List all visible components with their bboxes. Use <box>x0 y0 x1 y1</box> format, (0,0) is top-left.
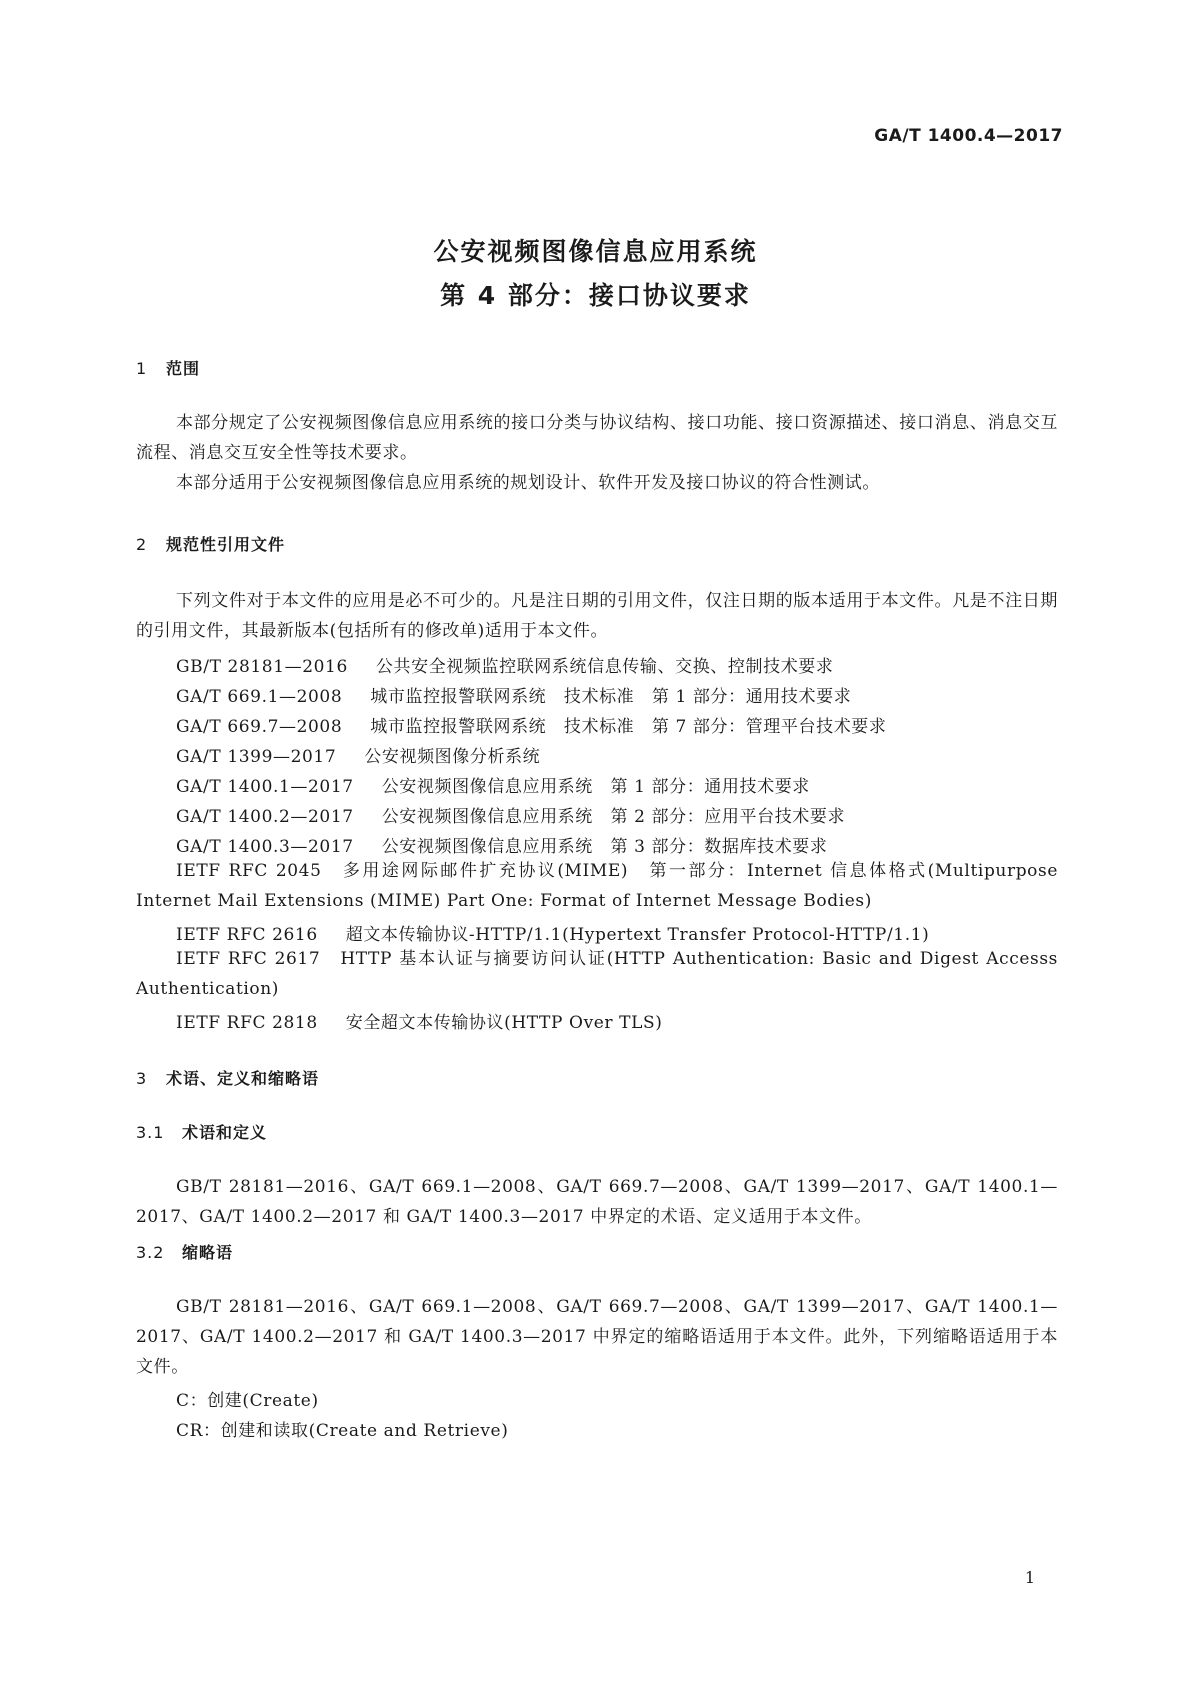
reference-title: 公安视频图像分析系统 <box>364 747 541 767</box>
reference-code: IETF RFC 2616 <box>176 925 318 945</box>
reference-title: 城市监控报警联网系统 技术标准 第 1 部分：通用技术要求 <box>370 687 852 707</box>
subsection-title: 术语和定义 <box>182 1123 268 1142</box>
scope-paragraph-2: 本部分适用于公安视频图像信息应用系统的规划设计、软件开发及接口协议的符合性测试。 <box>176 473 880 493</box>
reference-title: 公安视频图像信息应用系统 第 1 部分：通用技术要求 <box>381 777 810 797</box>
terms-definitions-paragraph: GB/T 28181—2016、GA/T 669.1—2008、GA/T 669.7—2008、GA/T 1399—2017、GA/T 1400.1—2017、GA/T 1400.2—2017 和 GA/T 1400.3—2017 中界定的术语、定义适用于本文件。 <box>136 1177 1058 1227</box>
abbreviation-item-c: C：创建(Create) <box>176 1391 319 1411</box>
subsection-title: 缩略语 <box>182 1243 234 1262</box>
reference-code: GA/T 1399—2017 <box>176 747 337 767</box>
reference-item <box>176 652 834 677</box>
section-title: 规范性引用文件 <box>166 535 286 554</box>
reference-code: GA/T 1400.2—2017 <box>176 807 354 827</box>
reference-item-rfc2045: IETF RFC 2045 多用途网际邮件扩充协议(MIME) 第一部分：Internet 信息体格式(Multipurpose Internet Mail Extensions (MIME) Part One: Format of Internet Message Bodies) <box>136 861 1058 911</box>
section-3-1-heading <box>136 1120 267 1143</box>
section-number: 2 <box>136 535 148 554</box>
section-number: 1 <box>136 359 148 378</box>
section-1-heading <box>136 356 200 379</box>
document-title-line2: 第 4 部分：接口协议要求 <box>440 281 751 310</box>
reference-title: 安全超文本传输协议(HTTP Over TLS) <box>345 1013 663 1033</box>
section-number: 3 <box>136 1069 148 1088</box>
reference-title: 城市监控报警联网系统 技术标准 第 7 部分：管理平台技术要求 <box>370 717 887 737</box>
reference-item <box>176 832 828 857</box>
subsection-number: 3.1 <box>136 1123 165 1142</box>
reference-code: GA/T 669.7—2008 <box>176 717 343 737</box>
reference-title: 公安视频图像信息应用系统 第 3 部分：数据库技术要求 <box>381 837 828 857</box>
reference-item <box>176 682 851 707</box>
reference-code: GA/T 1400.3—2017 <box>176 837 354 857</box>
reference-code: IETF RFC 2818 <box>176 1013 318 1033</box>
abbreviation-item-cr: CR：创建和读取(Create and Retrieve) <box>176 1421 509 1441</box>
reference-title: 公安视频图像信息应用系统 第 2 部分：应用平台技术要求 <box>381 807 846 827</box>
section-title: 术语、定义和缩略语 <box>166 1069 320 1088</box>
reference-item <box>176 742 540 767</box>
reference-code: GA/T 1400.1—2017 <box>176 777 354 797</box>
reference-item <box>176 802 845 827</box>
section-2-heading <box>136 532 285 555</box>
subsection-number: 3.2 <box>136 1243 165 1262</box>
page-number: 1 <box>1024 1568 1035 1587</box>
section-3-heading <box>136 1066 319 1089</box>
reference-item <box>176 712 887 737</box>
document-title-line1: 公安视频图像信息应用系统 <box>433 237 758 266</box>
reference-item <box>176 772 810 797</box>
reference-code: GA/T 669.1—2008 <box>176 687 343 707</box>
document-number: GA/T 1400.4—2017 <box>874 126 1063 146</box>
reference-title: 公共安全视频监控联网系统信息传输、交换、控制技术要求 <box>375 657 834 677</box>
reference-item-rfc2617: IETF RFC 2617 HTTP 基本认证与摘要访问认证(HTTP Authentication: Basic and Digest Accesss Authentication) <box>136 949 1058 999</box>
reference-item <box>176 920 929 945</box>
abbreviations-paragraph: GB/T 28181—2016、GA/T 669.1—2008、GA/T 669.7—2008、GA/T 1399—2017、GA/T 1400.1—2017、GA/T 1400.2—2017 和 GA/T 1400.3—2017 中界定的缩略语适用于本文件。此外，下列缩略语适用于本文件。 <box>136 1297 1058 1377</box>
section-title: 范围 <box>166 359 201 378</box>
scope-paragraph-1: 本部分规定了公安视频图像信息应用系统的接口分类与协议结构、接口功能、接口资源描述、接口消息、消息交互流程、消息交互安全性等技术要求。 <box>136 413 1058 463</box>
reference-code: GB/T 28181—2016 <box>176 657 348 677</box>
normative-intro-paragraph: 下列文件对于本文件的应用是必不可少的。凡是注日期的引用文件，仅注日期的版本适用于本文件。凡是不注日期的引用文件，其最新版本(包括所有的修改单)适用于本文件。 <box>136 591 1058 641</box>
section-3-2-heading <box>136 1240 233 1263</box>
reference-title: 超文本传输协议-HTTP/1.1(Hypertext Transfer Protocol-HTTP/1.1) <box>345 925 930 945</box>
reference-item <box>176 1008 662 1033</box>
